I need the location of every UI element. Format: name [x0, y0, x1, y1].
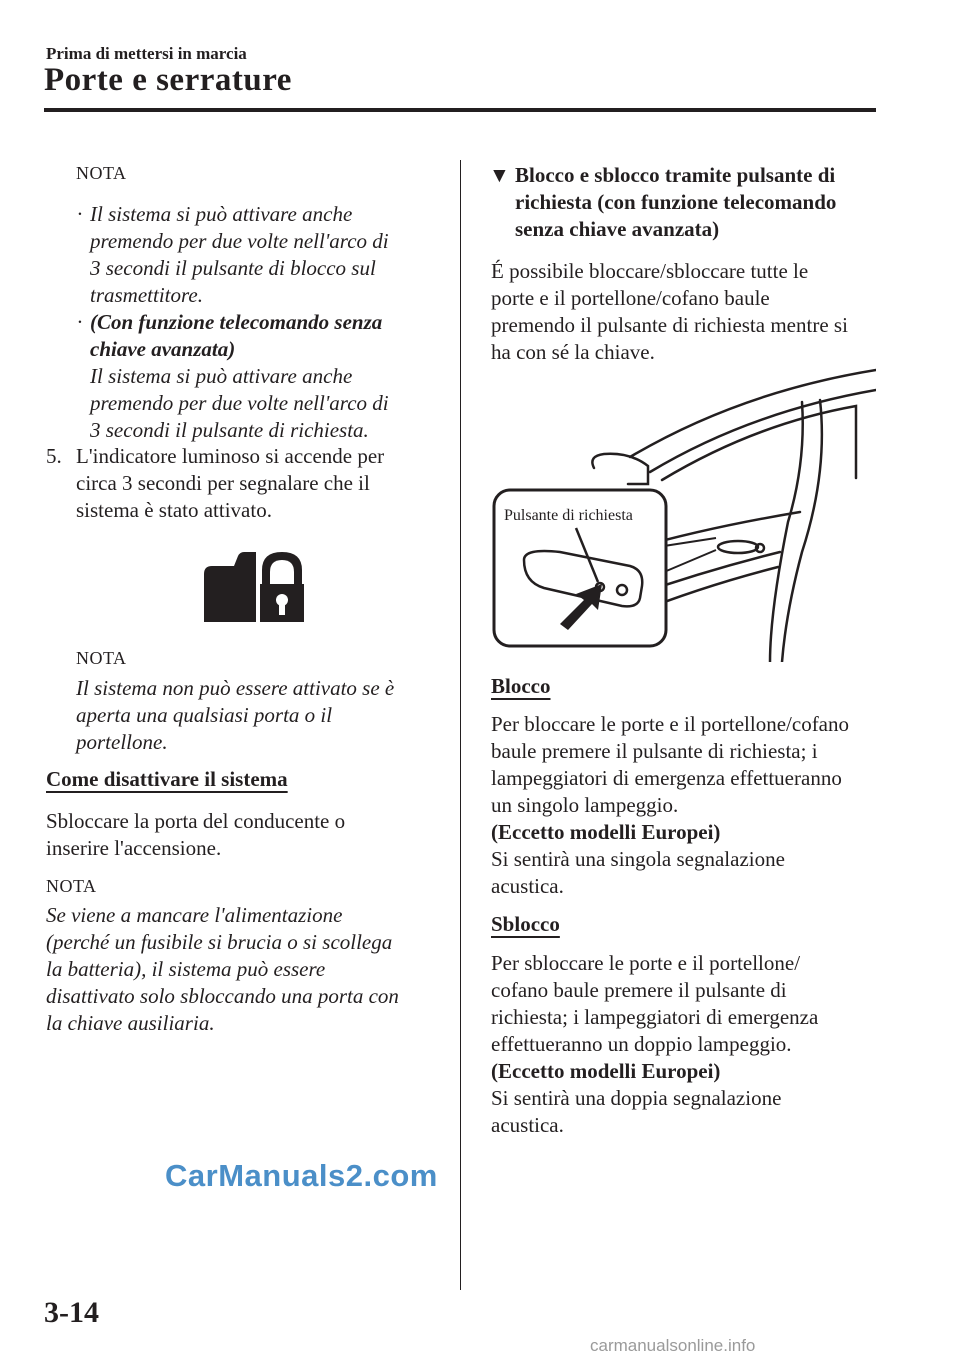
- section-label: Prima di mettersi in marcia: [46, 44, 247, 63]
- page-title: Porte e serrature: [44, 62, 292, 98]
- bullet-dot-icon: ·: [77, 310, 83, 334]
- deactivate-heading: Come disattivare il sistema: [46, 767, 288, 791]
- sblocco-text: Per sbloccare le porte e il portellone/ cofano baule premere il pulsante di richiesta; i lampeggiatori di emergenza effettueranno un doppio lampeggio. (Eccetto modelli Europei) Si sentirà una doppia segnalazione acustica.: [491, 951, 819, 1137]
- figure-label: Pulsante di richiesta: [504, 507, 633, 524]
- blocco-text: Per bloccare le porte e il portellone/cofano baule premere il pulsante di richiesta; i lampeggiatori di emergenza effettueranno un singolo lampeggio. (Eccetto modelli Europei) Si sentirà una singola segnalazione acustica.: [491, 712, 850, 898]
- step-5-text: L'indicatore luminoso si accende per circa 3 secondi per segnalare che il sistema è stato attivato.: [76, 444, 385, 522]
- step-number: 5.: [46, 444, 62, 468]
- nota-label: NOTA: [46, 876, 97, 896]
- footer-url: carmanualsonline.info: [590, 1336, 756, 1355]
- nota-bullet-1: · Il sistema si può attivare anche premendo per due volte nell'arco di 3 secondi il pulsante di blocco sul trasmettitore.: [77, 202, 389, 307]
- nota-3-text: Se viene a mancare l'alimentazione (perché un fusibile si brucia o si scollega la batteria), il sistema può essere disattivato solo sbloccando una porta con la chiave ausiliaria.: [46, 903, 399, 1035]
- section-marker-icon: ▼: [489, 163, 510, 187]
- security-indicator-icon: [198, 548, 308, 624]
- sblocco-heading: Sblocco: [491, 912, 560, 936]
- title-rule: [44, 108, 876, 112]
- deactivate-text: Sbloccare la porta del conducente o inserire l'accensione.: [46, 809, 346, 860]
- nota-label: NOTA: [76, 648, 127, 668]
- blocco-heading: Blocco: [491, 674, 551, 698]
- column-divider: [460, 160, 461, 1290]
- watermark: CarManuals2.com: [165, 1158, 438, 1193]
- page-number: 3-14: [44, 1296, 99, 1329]
- intro-text: É possibile bloccare/sbloccare tutte le porte e il portellone/cofano baule premendo il pulsante di richiesta mentre si ha con sé la chiave.: [491, 259, 848, 364]
- nota-label: NOTA: [76, 163, 127, 183]
- section-heading: Blocco e sblocco tramite pulsante di richiesta (con funzione telecomando senza chiave avanzata): [515, 163, 837, 241]
- nota-2-text: Il sistema non può essere attivato se è aperta una qualsiasi porta o il portellone.: [76, 676, 395, 754]
- nota-bullet-2: · (Con funzione telecomando senza chiave avanzata) Il sistema si può attivare anche premendo per due volte nell'arco di 3 secondi il pulsante di richiesta.: [77, 310, 389, 442]
- bullet-dot-icon: ·: [77, 202, 83, 226]
